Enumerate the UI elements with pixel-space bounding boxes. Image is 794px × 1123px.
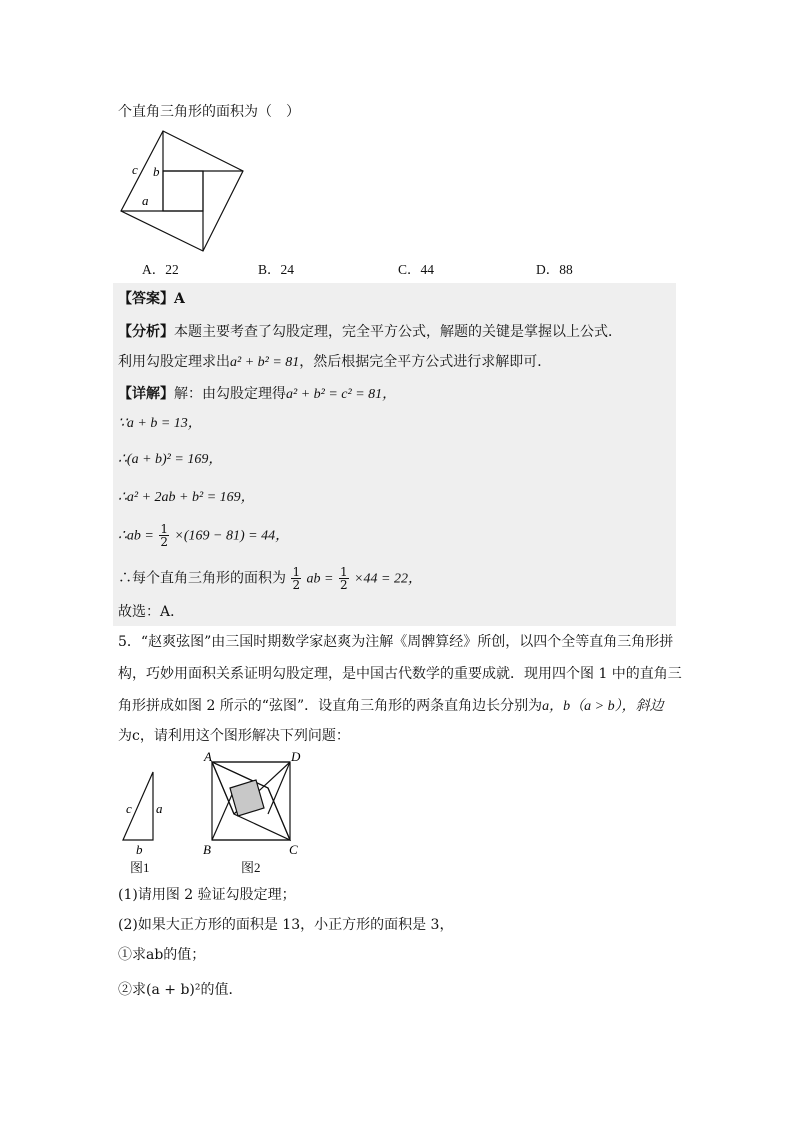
sub-question-2b: ②求(a + b)²的值． [118, 982, 243, 998]
figure-1-triangle [116, 765, 176, 857]
step-5: ∴每个直角三角形的面积为 $\frac{1}{2}$ ab = $\frac{1}{2}$ ×44 = 22， [118, 565, 422, 592]
figure-2-chord-diagram [200, 750, 308, 860]
q5-line-2: 构，巧妙用面积关系证明勾股定理，是中国古代数学的重要成就．现用四个图 1 中的直角三 [118, 666, 682, 682]
detail-line: 【详解】解：由勾股定理得a² + b² = c² = 81， [118, 386, 397, 402]
svg-text:c: c [126, 801, 132, 816]
choice-c: C．44 [398, 262, 435, 277]
svg-text:b: b [136, 842, 143, 857]
choice-b: B．24 [258, 262, 295, 277]
label-c: c [132, 162, 138, 177]
step-2: ∴(a + b)² = 169， [118, 452, 223, 467]
step-3: ∴a² + 2ab + b² = 169， [118, 490, 255, 505]
figure-2-caption: 图2 [241, 860, 261, 875]
label-b: b [153, 164, 160, 179]
q5-line-3: 角形拼成如图 2 所示的“弦图”．设直角三角形的两条直角边长分别为a，b（a > b），斜边 [118, 698, 664, 714]
svg-text:B: B [203, 842, 211, 857]
svg-text:C: C [289, 842, 298, 857]
svg-text:A: A [204, 750, 212, 764]
svg-text:a: a [156, 801, 163, 816]
q5-line-1: 5．“赵爽弦图”由三国时期数学家赵爽为注解《周髀算经》所创，以四个全等直角三角形拼 [118, 634, 674, 650]
analysis-text: 本题主要考查了勾股定理，完全平方公式，解题的关键是掌握以上公式． [174, 324, 622, 340]
analysis-line-2: 利用勾股定理求出a² + b² = 81，然后根据完全平方公式进行求解即可． [118, 354, 552, 370]
answer-line: 【答案】A [118, 291, 185, 307]
analysis-tag: 【分析】 [118, 324, 174, 340]
sub-question-1: (1)请用图 2 验证勾股定理； [118, 887, 296, 903]
sub-question-2: (2)如果大正方形的面积是 13，小正方形的面积是 3， [118, 917, 454, 933]
sub-question-2a: ①求ab的值； [118, 947, 206, 963]
q5-line-4: 为c，请利用这个图形解决下列问题： [118, 728, 350, 744]
inner-square [163, 171, 203, 211]
small-square [230, 780, 264, 816]
figure-square-diagram [112, 126, 252, 254]
analysis-line [118, 322, 622, 342]
svg-text:D: D [291, 750, 301, 764]
detail-tag: 【详解】 [118, 386, 174, 402]
step-1: ∵a + b = 13， [118, 416, 202, 431]
label-a: a [142, 193, 149, 208]
outer-square [121, 131, 243, 251]
figure-1-caption: 图1 [130, 860, 150, 875]
half-fraction: $\frac{1}{2}$ [160, 522, 168, 549]
step-4: ∴ab = $\frac{1}{2}$ ×(169 − 81) = 44， [118, 522, 290, 549]
choice-d: D．88 [536, 262, 573, 277]
conclusion: 故选：A． [118, 604, 185, 620]
question-tail: 个直角三角形的面积为（ ） [118, 104, 300, 120]
choice-a: A．22 [142, 262, 179, 277]
